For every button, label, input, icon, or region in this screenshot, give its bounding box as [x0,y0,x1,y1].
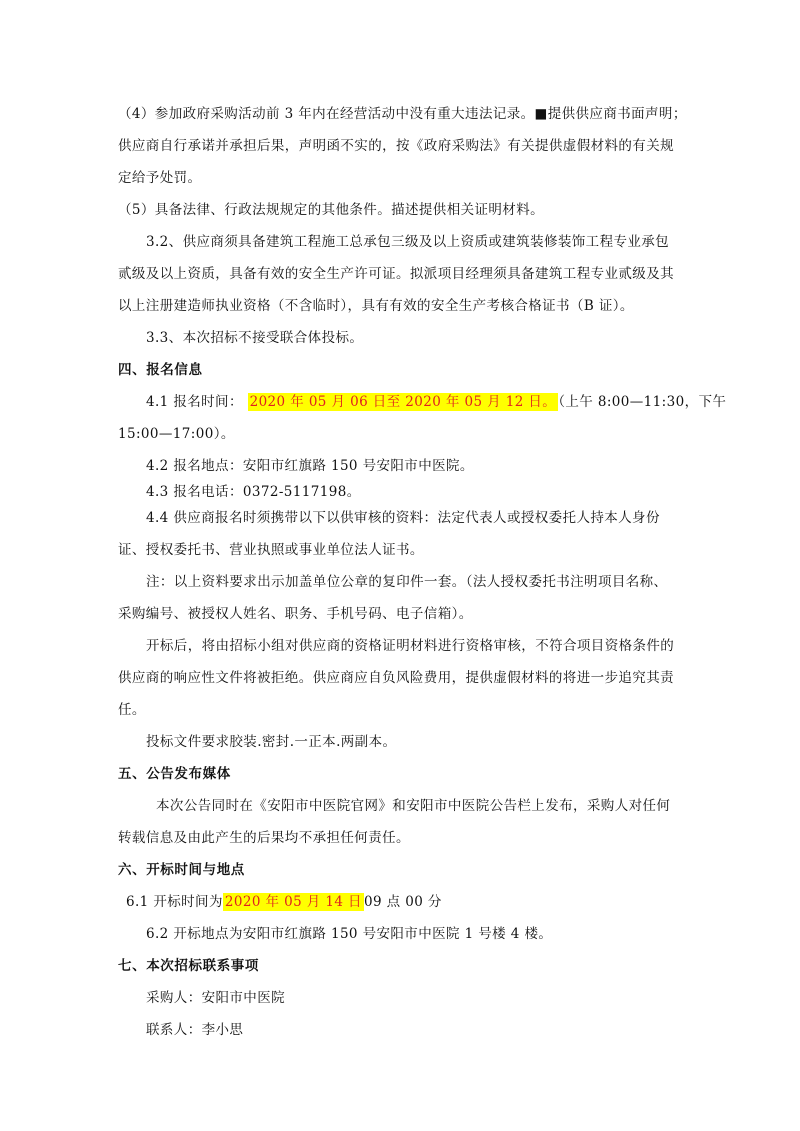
para-criminal-record-line3: 定给予处罚。 [118,170,202,186]
opening-time-prefix: 6.1 开标时间为 [126,894,223,910]
para-no-consortium: 3.3、本次招标不接受联合体投标。 [146,330,364,346]
registration-location: 4.2 报名地点：安阳市红旗路 150 号安阳市中医院。 [146,458,474,474]
section-heading-contact: 七、本次招标联系事项 [118,958,259,974]
opening-time [126,892,442,912]
buyer: 采购人：安阳市中医院 [146,990,285,1006]
opening-review-line2: 供应商的响应性文件将被拒绝。供应商应自负风险费用，提供虚假材料的将进一步追究其责 [118,670,674,686]
note-line1: 注：以上资料要求出示加盖单位公章的复印件一套。（法人授权委托书注明项目名称、 [146,574,668,590]
contact-person: 联系人：李小思 [146,1022,244,1038]
media-line2: 转载信息及由此产生的后果均不承担任何责任。 [118,830,410,846]
section-heading-media: 五、公告发布媒体 [118,766,231,782]
section-heading-opening: 六、开标时间与地点 [118,862,245,878]
registration-time-highlight: 2020 年 05 月 06 日至 2020 年 05 月 12 日。 [249,394,557,410]
opening-review-line3: 任。 [118,702,146,718]
registration-docs-line1: 4.4 供应商报名时须携带以下以供审核的资料：法定代表人或授权委托人持本人身份 [146,510,660,526]
section-heading-registration: 四、报名信息 [118,362,203,378]
para-other-conditions: （5）具备法律、行政法规规定的其他条件。描述提供相关证明材料。 [118,202,544,218]
registration-time-line2: 15:00—17:00）。 [118,426,235,442]
binding-requirement: 投标文件要求胶装.密封.一正本.两副本。 [146,734,397,750]
para-criminal-record-line2: 供应商自行承诺并承担后果，声明函不实的，按《政府采购法》有关提供虚假材料的有关规 [118,138,674,154]
media-line1: 本次公告同时在《安阳市中医院官网》和安阳市中医院公告栏上发布，采购人对任何 [156,798,671,814]
registration-time-suffix: （上午 8:00—11:30，下午 [558,394,727,410]
registration-time-line1 [146,392,726,412]
para-qualification-line2: 贰级及以上资质，具备有效的安全生产许可证。拟派项目经理须具备建筑工程专业贰级及其 [118,266,674,282]
para-qualification-line3: 以上注册建造师执业资格（不含临时），具有有效的安全生产考核合格证书（B 证）。 [118,298,634,314]
opening-review-line1: 开标后，将由招标小组对供应商的资格证明材料进行资格审核，不符合项目资格条件的 [146,638,675,654]
note-line2: 采购编号、被授权人姓名、职务、手机号码、电子信箱）。 [118,606,473,622]
registration-phone: 4.3 报名电话：0372-5117198。 [146,484,361,500]
para-qualification-line1: 3.2、供应商须具备建筑工程施工总承包三级及以上资质或建筑装修装饰工程专业承包 [146,234,670,250]
registration-docs-line2: 证、授权委托书、营业执照或事业单位法人证书。 [118,542,424,558]
para-criminal-record-line1: （4）参加政府采购活动前 3 年内在经营活动中没有重大违法记录。■提供供应商书面声明； [118,106,687,122]
opening-time-suffix: 09 点 00 分 [363,894,442,910]
registration-time-prefix: 4.1 报名时间： [146,394,243,410]
opening-time-highlight: 2020 年 05 月 14 日 [224,894,362,910]
opening-location: 6.2 开标地点为安阳市红旗路 150 号安阳市中医院 1 号楼 4 楼。 [146,926,553,942]
